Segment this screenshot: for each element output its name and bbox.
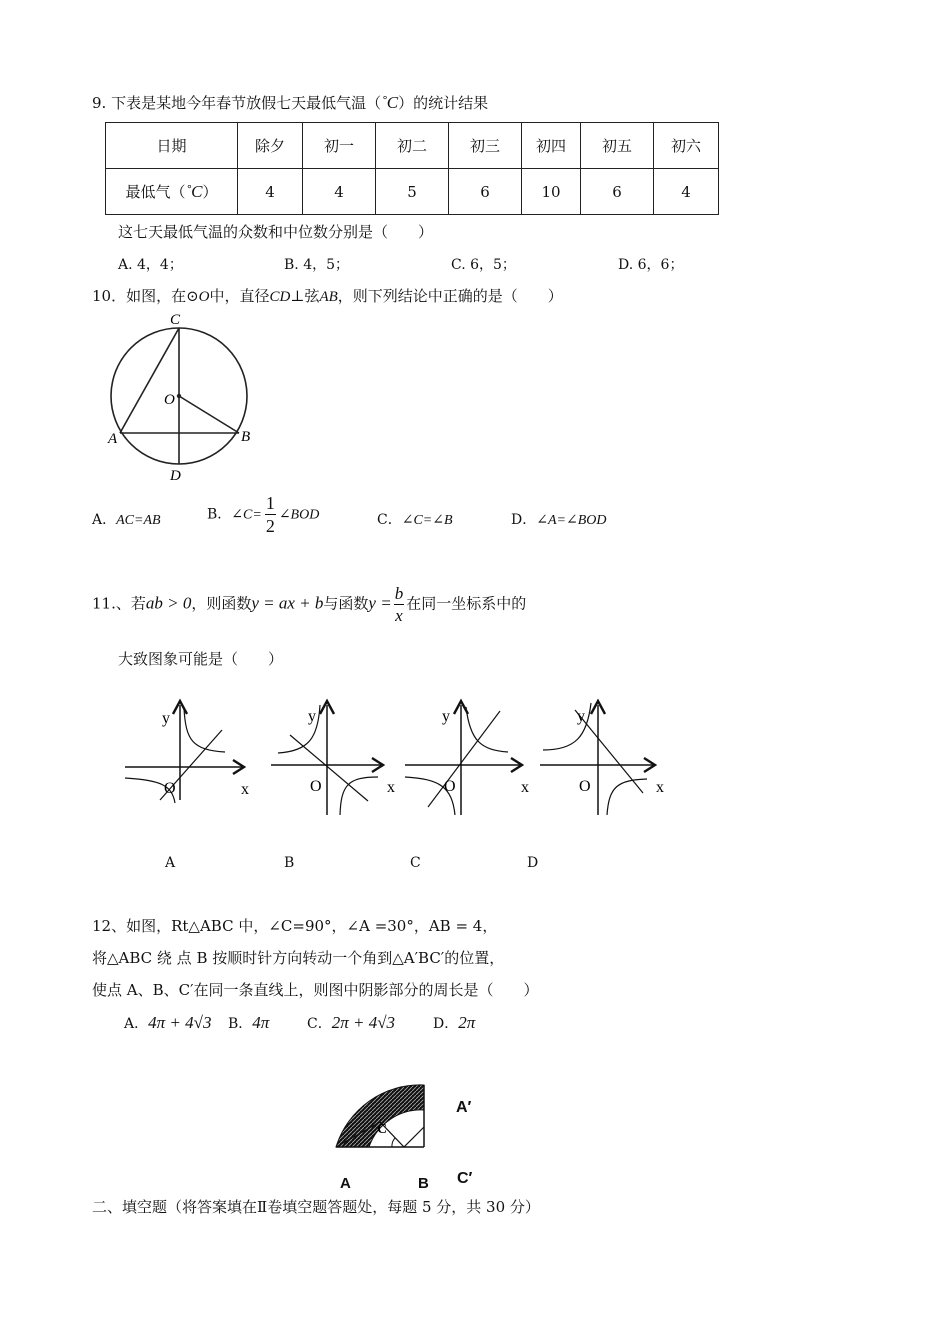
graph-origin-label: O: [310, 778, 322, 795]
table-cell: 6: [449, 169, 522, 215]
graph-origin-label: O: [164, 780, 176, 797]
temperature-table: [105, 122, 719, 215]
graph-y-label: y: [308, 708, 316, 725]
graph-x-label: x: [656, 779, 664, 796]
graph-x-label: x: [241, 781, 249, 798]
table-header-cell: 初二: [376, 123, 449, 169]
graph-origin-label: O: [579, 778, 591, 795]
graph-origin-label: O: [444, 778, 456, 795]
q9-stem: 9. 下表是某地今年春节放假七天最低气温（˚C）的统计结果: [92, 93, 489, 112]
q12-line1: 12、如图，Rt△ABC 中，∠C=90°，∠A =30°，AB = 4，: [92, 917, 498, 935]
fraction-numerator: 1: [265, 493, 275, 513]
angle-arc: [392, 1138, 395, 1147]
graph-x-label: x: [387, 779, 395, 796]
line-graph: [290, 735, 368, 801]
label-a: A: [340, 1175, 351, 1192]
graph-x-label: x: [521, 779, 529, 796]
segment-ob: [179, 396, 239, 433]
q10-option-a: A．AC=AB: [92, 512, 161, 528]
q11-line2: 大致图象可能是（ ）: [118, 650, 284, 668]
q12-option-b: B．4π: [228, 1013, 270, 1032]
segment-bc-prime: [404, 1127, 424, 1147]
q11-stem: 11.、若ab > 0，则函数y = ax + b与函数y = $\frac{b}{x}$ 在同一坐标系中的: [92, 584, 527, 625]
table-cell: 10: [522, 169, 581, 215]
shaded-region: [336, 1085, 424, 1147]
table-header-cell: 初四: [522, 123, 581, 169]
graph-option-c: C: [410, 855, 421, 871]
label-b: B: [418, 1175, 429, 1192]
table-header-cell: 初五: [581, 123, 654, 169]
table-header-cell: 初六: [654, 123, 719, 169]
graph-y-label: y: [577, 708, 585, 725]
fig-label-c: C: [377, 1122, 388, 1137]
graph-y-label: y: [442, 708, 450, 725]
table-header-cell: 初一: [303, 123, 376, 169]
table-cell: 5: [376, 169, 449, 215]
q10-option-b: B．∠C= $\frac{1}{2}$ ∠BOD: [207, 493, 320, 536]
q10-stem: 10．如图，在⊙O中，直径CD⊥弦AB，则下列结论中正确的是（ ）: [92, 287, 563, 305]
q12-option-d: D．2π: [433, 1013, 476, 1032]
label-a: A: [108, 431, 118, 447]
section-heading-fill-in: 二、填空题（将答案填在Ⅱ卷填空题答题处，每题 5 分，共 30 分）: [92, 1198, 540, 1216]
circle-figure: [100, 305, 275, 485]
label-a-prime: A′: [456, 1099, 472, 1116]
table-cell: 4: [238, 169, 303, 215]
table-cell: 4: [303, 169, 376, 215]
table-header-cell: 除夕: [238, 123, 303, 169]
graph-option-b: B: [284, 855, 295, 871]
fraction-denominator: 2: [265, 516, 275, 536]
label-d: D: [170, 468, 181, 484]
table-cell: 4: [654, 169, 719, 215]
label-b: B: [241, 429, 251, 445]
graph-c: [400, 695, 540, 820]
table-cell: 6: [581, 169, 654, 215]
hyperbola-branch: [607, 779, 647, 815]
graph-d: [535, 695, 675, 820]
label-c: C: [170, 312, 181, 328]
line-graph: [428, 711, 500, 807]
hyperbola-branch: [466, 707, 508, 752]
graph-b: [268, 695, 403, 820]
segment-ac: [120, 328, 179, 433]
row-label-cell: 最低气（˚C）: [106, 169, 238, 215]
fraction-denominator: x: [395, 606, 403, 625]
center-point: [177, 394, 181, 398]
table-header-cell: 初三: [449, 123, 522, 169]
q10-option-c: C．∠C=∠B: [377, 512, 453, 528]
graph-option-d: D: [527, 855, 539, 871]
table-header-row: [106, 123, 719, 169]
label-o: O: [164, 392, 175, 408]
q9-option-b: B. 4，5；: [284, 257, 350, 273]
table-row: [106, 169, 719, 215]
q9-question: 这七天最低气温的众数和中位数分别是（ ）: [118, 223, 434, 241]
q12-option-c: C．2π + 4√3: [307, 1013, 396, 1032]
label-c-prime: C′: [457, 1170, 473, 1187]
q12-line2: 将△ABC 绕 点 B 按顺时针方向转动一个角到△A′BC′的位置，: [92, 949, 505, 967]
q10-option-d: D．∠A=∠BOD: [511, 512, 607, 528]
hyperbola-branch: [184, 709, 225, 752]
q9-option-c: C. 6，5；: [451, 257, 516, 273]
q12-line3: 使点 A、B、C′在同一条直线上，则图中阴影部分的周长是（ ）: [92, 981, 539, 999]
graph-option-a: A: [165, 855, 176, 871]
graph-a: [120, 695, 260, 805]
q9-option-a: A. 4，4；: [118, 257, 183, 273]
table-header-cell: 日期: [106, 123, 238, 169]
graph-y-label: y: [162, 710, 170, 727]
q9-option-d: D. 6，6；: [618, 257, 684, 273]
fraction-numerator: b: [394, 584, 404, 603]
q12-option-a: A．4π + 4√3: [124, 1013, 212, 1032]
